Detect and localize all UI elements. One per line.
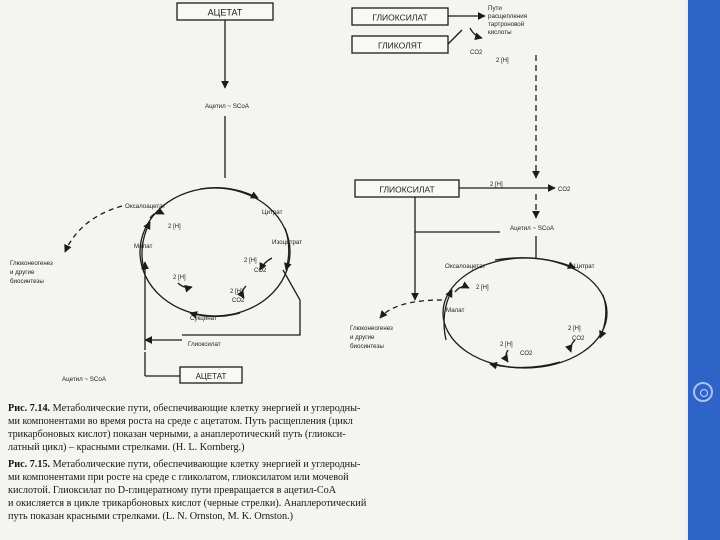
h2-label-b: 2 [H]: [244, 258, 257, 264]
arrow-glycolate-to-glyoxylate: [448, 30, 462, 44]
caption-line: ми компонентами во время роста на среде с ацетатом. Путь расщепления (цикл: [8, 416, 353, 427]
arrow-cycle-top: [200, 188, 258, 198]
caption-fig-7-14: [8, 402, 688, 454]
malate-right-label: Малат: [446, 307, 465, 314]
h2-top-label: 2 [H]: [496, 58, 509, 64]
acetyl-coa-bottom-label: Ацетил ~ SCoA: [62, 376, 106, 383]
glucogenesis-left-label: Глюконеогенез и другие биосинтезы: [10, 260, 53, 285]
co2-top-label: CO2: [470, 50, 483, 56]
caption-line: путь показан красными стрелками. (L. N. Ornston, M. K. Ornston.): [8, 511, 293, 522]
caption-line: трикарбоновых кислот) показан черными, а анаплеротический путь (глиокси-: [8, 429, 346, 440]
box-glyoxylate-2-label: ГЛИОКСИЛАТ: [379, 184, 435, 195]
caption-line: ми компонентами при росте на среде с гликолатом, глиоксилатом или мочевой: [8, 472, 349, 483]
caption-fig-7-15-label: Рис. 7.15.: [8, 459, 51, 470]
malate-left-label: Малат: [134, 243, 153, 250]
caption-fig-7-14-label: Рис. 7.14.: [8, 403, 51, 414]
arrow-cycle-right-bottom: [490, 362, 560, 368]
co2-label-b: CO2: [232, 298, 245, 304]
h2-label-d: 2 [H]: [230, 289, 243, 295]
dashed-arrow-glucogenesis-right: [380, 300, 442, 318]
curl-h2-right-b: [506, 350, 508, 362]
acetyl-coa-right-label: Ацетил ~ SCoA: [510, 225, 554, 232]
caption-line: Метаболические пути, обеспечивающие клетку энергией и углеродны-: [52, 459, 361, 470]
co2-label-a: CO2: [254, 268, 267, 274]
box-acetate-bottom-label: АЦЕТАТ: [195, 372, 227, 381]
isocitrate-left-label: Изоцитрат: [272, 239, 303, 246]
nav-circle-icon[interactable]: [693, 382, 713, 402]
co2-mid-label: CO2: [558, 187, 571, 193]
h2-right-c-label: 2 [H]: [568, 326, 581, 332]
slide-sidebar: [688, 0, 720, 540]
glyoxylate-left-label: Глиоксилат: [188, 341, 221, 348]
co2-right-a-label: CO2: [520, 351, 533, 357]
curl-co2-top: [470, 28, 482, 38]
curl-h2-right-a: [455, 287, 469, 292]
h2-right-b-label: 2 [H]: [500, 342, 513, 348]
curl-h2-succinate-a: [242, 286, 246, 298]
glucogenesis-right-label: Глюконеогенез и другие биосинтезы: [350, 325, 393, 350]
diagram-glycolate: [350, 5, 607, 368]
box-glyoxylate-1-label: ГЛИОКСИЛАТ: [372, 12, 428, 23]
citrate-left-label: Цитрат: [262, 209, 283, 216]
succinate-left-label: Сукцинат: [190, 315, 217, 322]
box-glycolate-label: ГЛИКОЛЯТ: [377, 40, 423, 51]
h2-label-c: 2 [H]: [173, 275, 186, 281]
curl-h2-succinate-b: [178, 283, 192, 288]
glyoxylate-branch-line: [415, 197, 500, 232]
acetyl-coa-left-label: Ацетил ~ SCoA: [205, 103, 249, 110]
pathway-note-label: Пути расщепления тартроновой кислоты: [488, 5, 528, 36]
caption-line: латный цикл) – красными стрелками. (H. L. Kornberg.): [8, 442, 245, 453]
caption-line: и окисляется в цикле трикарбоновых кислот (черные стрелки). Анаплеротический: [8, 498, 367, 509]
caption-line: Метаболические пути, обеспечивающие клетку энергией и углеродны-: [52, 403, 361, 414]
arrow-cycle-right-side: [600, 295, 606, 338]
oxaloacetate-left-label: Оксалоацетат: [125, 203, 166, 210]
citrate-right-label: Цитрат: [574, 263, 595, 270]
co2-right-b-label: CO2: [572, 336, 585, 342]
h2-right-a-label: 2 [H]: [476, 285, 489, 291]
caption-fig-7-15: [8, 458, 688, 523]
caption-line: кислотой. Глиоксилат по D-глицератному пути превращается в ацетил-CoA: [8, 485, 337, 496]
box-acetate-top-label: АЦЕТАТ: [207, 7, 243, 18]
oxaloacetate-right-label: Оксалоацетат: [445, 263, 486, 270]
h2-mid-label: 2 [H]: [490, 182, 503, 188]
diagram-acetate: [10, 3, 302, 383]
dashed-arrow-glucogenesis-left: [65, 206, 122, 252]
h2-label-a: 2 [H]: [168, 224, 181, 230]
